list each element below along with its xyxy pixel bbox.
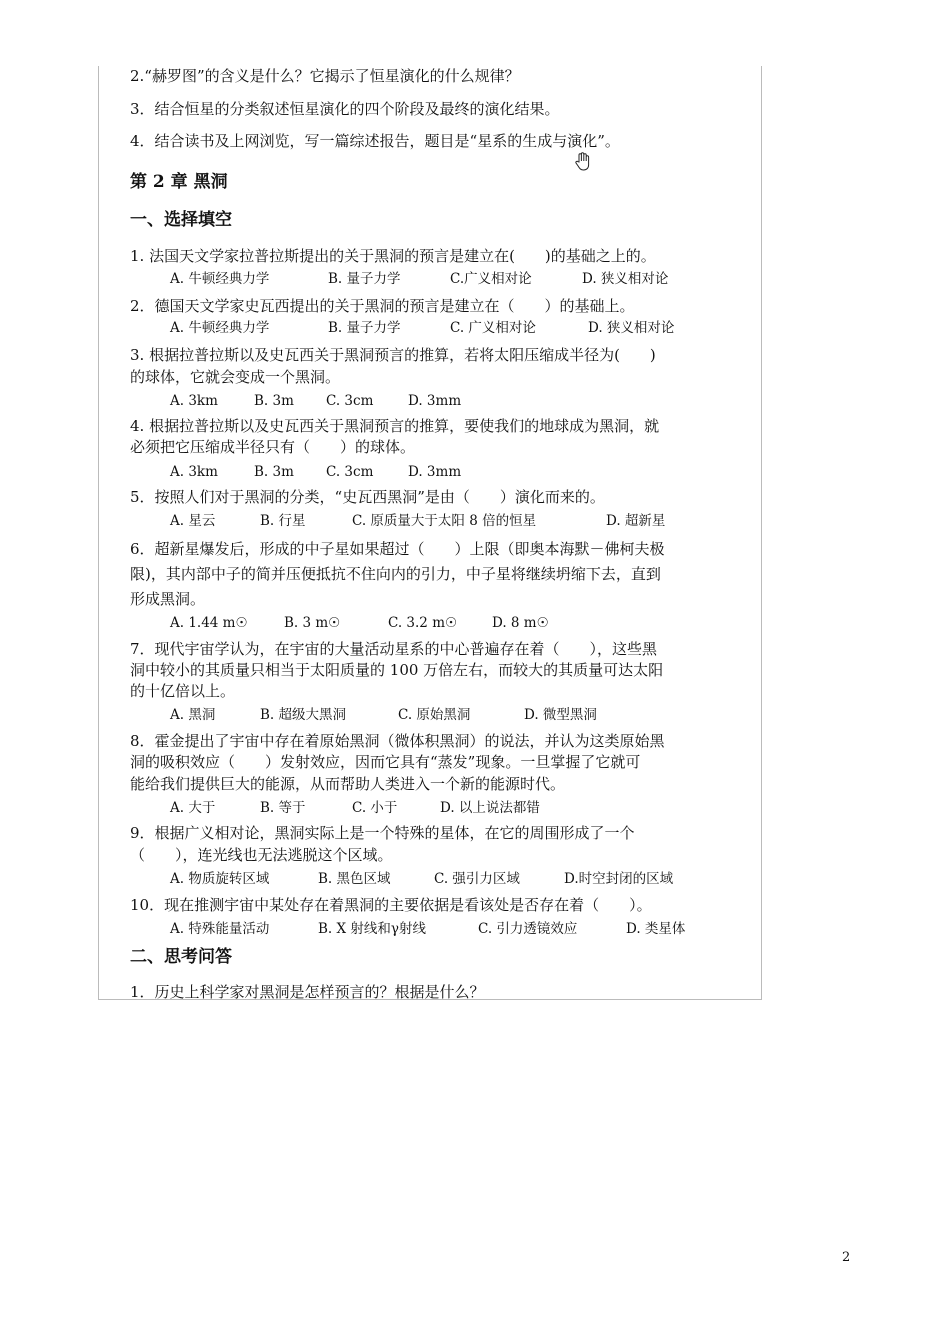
option: D.时空封闭的区域 [564, 871, 674, 887]
option: A. 3km [170, 393, 218, 409]
option: D. 超新星 [606, 513, 666, 529]
question-stem: 10．现在推测宇宙中某处存在着黑洞的主要依据是看该处是否存在着（ ）。 [130, 896, 652, 914]
option: C. 原始黑洞 [398, 707, 471, 723]
option: D. 3mm [408, 464, 462, 480]
chapter-title: 第 2 章 黑洞 [130, 172, 228, 192]
question-line: 2.“赫罗图”的含义是什么？它揭示了恒星演化的什么规律？ [130, 67, 520, 85]
option: A. 星云 [170, 513, 216, 529]
question-stem: 的球体，它就会变成一个黑洞。 [130, 368, 341, 386]
option: A. 1.44 m☉ [170, 615, 248, 631]
option: A. 牛顿经典力学 [170, 320, 270, 336]
option: A. 物质旋转区域 [170, 871, 270, 887]
option: C. 强引力区域 [434, 871, 520, 887]
option: B. 等于 [260, 800, 306, 816]
question-line: 3．结合恒星的分类叙述恒星演化的四个阶段及最终的演化结果。 [130, 100, 560, 118]
option: A. 黑洞 [170, 707, 216, 723]
question-line: 4．结合读书及上网浏览，写一篇综述报告，题目是“星系的生成与演化”。 [130, 132, 620, 150]
question-stem: 形成黑洞。 [130, 590, 206, 608]
question-stem: 9．根据广义相对论，黑洞实际上是一个特殊的星体，在它的周围形成了一个 [130, 824, 635, 842]
question-stem: 7．现代宇宙学认为，在宇宙的大量活动星系的中心普遍存在着（ ），这些黑 [130, 640, 658, 658]
hand-cursor-icon [574, 152, 592, 172]
option: C. 3cm [326, 464, 374, 480]
question-stem: 5．按照人们对于黑洞的分类，“史瓦西黑洞”是由（ ）演化而来的。 [130, 488, 605, 506]
question-stem: 4. 根据拉普拉斯以及史瓦西关于黑洞预言的推算，要使我们的地球成为黑洞，就 [130, 417, 660, 435]
question-stem: 2．德国天文学家史瓦西提出的关于黑洞的预言是建立在（ ）的基础上。 [130, 297, 635, 315]
option: B. 量子力学 [328, 320, 401, 336]
question-stem: 洞中较小的其质量只相当于太阳质量的 100 万倍左右，而较大的其质量可达太阳 [130, 661, 664, 679]
option: A. 牛顿经典力学 [170, 271, 270, 287]
option: B. 3 m☉ [284, 615, 341, 631]
option: C.广义相对论 [450, 271, 532, 287]
option: B. 黑色区域 [318, 871, 391, 887]
option: A. 3km [170, 464, 218, 480]
question-stem: 3. 根据拉普拉斯以及史瓦西关于黑洞预言的推算，若将太阳压缩成半径为( ) [130, 346, 656, 364]
option: B. X 射线和γ射线 [318, 921, 426, 937]
question-stem: 的十亿倍以上。 [130, 682, 236, 700]
question-stem: 洞的吸积效应（ ）发射效应，因而它具有“蒸发”现象。一旦掌握了它就可 [130, 753, 641, 771]
option: C. 小于 [352, 800, 398, 816]
option: D. 狭义相对论 [582, 271, 669, 287]
question-stem: 8．霍金提出了宇宙中存在着原始黑洞（微体积黑洞）的说法，并认为这类原始黑 [130, 732, 665, 750]
option: A. 大于 [170, 800, 216, 816]
section-title: 二、思考问答 [130, 947, 232, 967]
option: A. 特殊能量活动 [170, 921, 270, 937]
option: B. 超级大黑洞 [260, 707, 347, 723]
question-line: 1．历史上科学家对黑洞是怎样预言的？根据是什么？ [130, 983, 485, 1001]
question-stem: （ ），连光线也无法逃脱这个区域。 [130, 846, 393, 864]
question-stem: 6．超新星爆发后，形成的中子星如果超过（ ）上限（即奥本海默－佛柯夫极 [130, 540, 665, 558]
option: D. 类星体 [626, 921, 686, 937]
option: C. 广义相对论 [450, 320, 536, 336]
option: C. 引力透镜效应 [478, 921, 578, 937]
option: C. 3.2 m☉ [388, 615, 458, 631]
option: D. 狭义相对论 [588, 320, 675, 336]
option: D. 以上说法都错 [440, 800, 540, 816]
question-stem: 1. 法国天文学家拉普拉斯提出的关于黑洞的预言是建立在( )的基础之上的。 [130, 247, 656, 265]
question-stem: 能给我们提供巨大的能源，从而帮助人类进入一个新的能源时代。 [130, 775, 566, 793]
option: C. 3cm [326, 393, 374, 409]
option: D. 8 m☉ [492, 615, 549, 631]
option: D. 微型黑洞 [524, 707, 597, 723]
page-number: 2 [842, 1250, 851, 1265]
option: B. 行星 [260, 513, 306, 529]
option: B. 量子力学 [328, 271, 401, 287]
question-stem: 限)，其内部中子的简并压便抵抗不住向内的引力，中子星将继续坍缩下去，直到 [130, 565, 661, 583]
option: C. 原质量大于太阳 8 倍的恒星 [352, 513, 537, 529]
section-title: 一、选择填空 [130, 210, 232, 230]
option: D. 3mm [408, 393, 462, 409]
option: B. 3m [254, 464, 294, 480]
option: B. 3m [254, 393, 294, 409]
question-stem: 必须把它压缩成半径只有（ ）的球体。 [130, 438, 416, 456]
